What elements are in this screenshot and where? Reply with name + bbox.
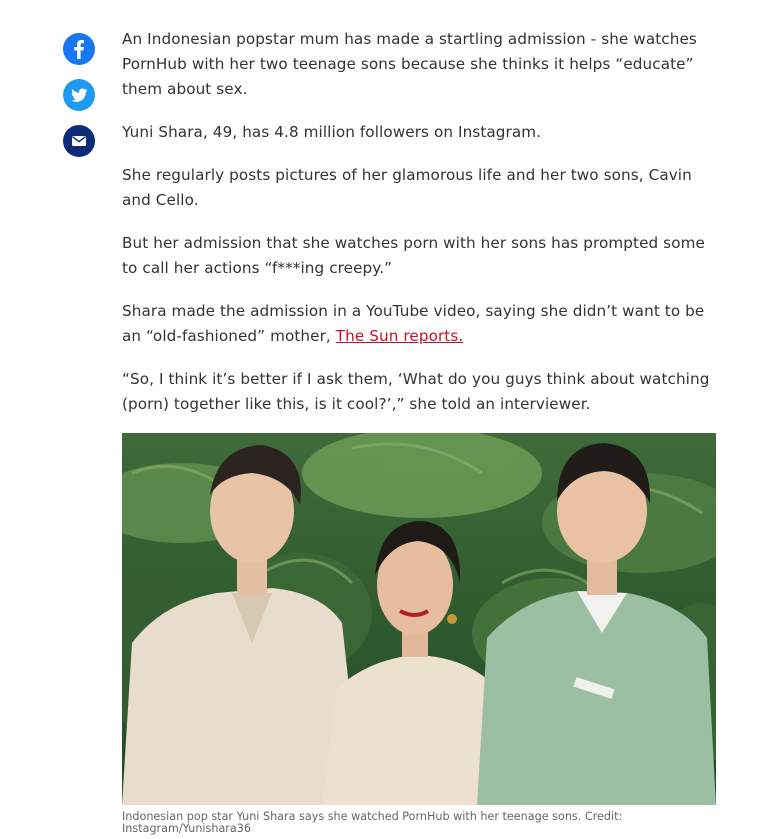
paragraph: She regularly posts pictures of her glamorous life and her two sons, Cavin and Cello. xyxy=(122,166,692,209)
photo-caption: Indonesian pop star Yuni Shara says she watched PornHub with her teenage sons. Credit: Instagram/Yunishara36 xyxy=(122,810,623,835)
paragraph: Yuni Shara, 49, has 4.8 million followers on Instagram. xyxy=(122,123,542,141)
twitter-icon xyxy=(63,79,95,111)
paragraph-text: Shara made the admission in a YouTube video, saying she didn’t want to be an “old-fashioned” mother, xyxy=(122,302,705,345)
article-photo xyxy=(122,433,716,805)
email-icon xyxy=(63,125,95,157)
paragraph: An Indonesian popstar mum has made a startling admission - she watches PornHub with her two teenage sons because she thinks it helps “educate” them about sex. xyxy=(122,30,697,98)
email-share-button[interactable] xyxy=(63,125,95,157)
twitter-share-button[interactable] xyxy=(63,79,95,111)
article-figure xyxy=(122,433,716,835)
paragraph: But her admission that she watches porn with her sons has prompted some to call her actions “f***ing creepy.” xyxy=(122,234,705,277)
facebook-share-button[interactable] xyxy=(63,33,95,65)
paragraph: “So, I think it’s better if I ask them, ‘What do you guys think about watching (porn) together like this, is it cool?’,” she told an interviewer. xyxy=(122,370,710,413)
source-link[interactable]: The Sun reports. xyxy=(335,327,464,345)
paragraph-with-link xyxy=(122,299,722,349)
facebook-icon xyxy=(63,33,95,65)
article-body xyxy=(122,27,722,435)
share-bar xyxy=(63,33,96,157)
